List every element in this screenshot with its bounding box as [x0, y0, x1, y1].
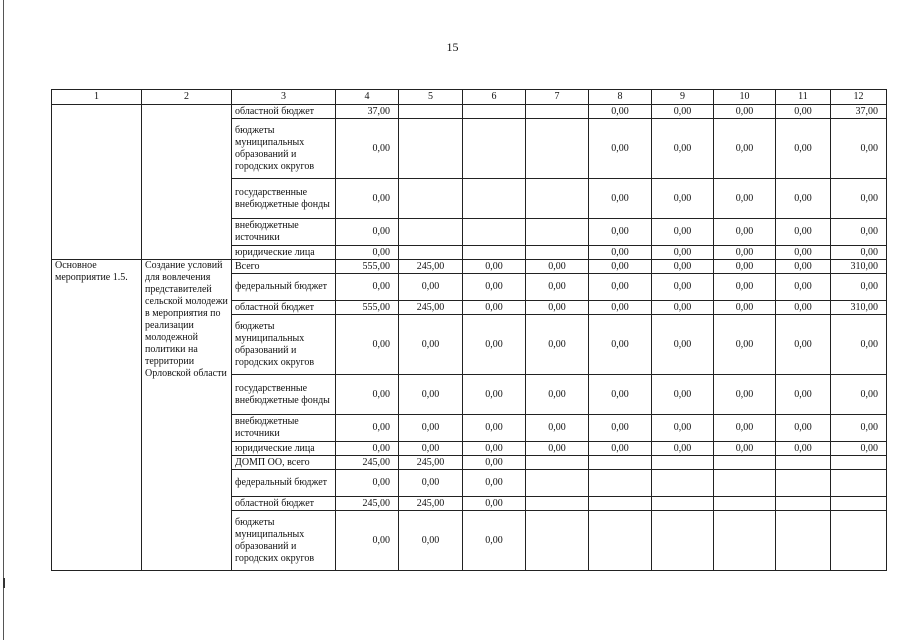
value-cell: 0,00: [463, 315, 526, 375]
value-cell: 0,00: [776, 375, 831, 415]
value-cell: 0,00: [336, 511, 399, 571]
value-cell: 0,00: [714, 260, 776, 274]
value-cell: 0,00: [831, 179, 887, 219]
value-cell: 0,00: [776, 260, 831, 274]
value-cell: 0,00: [463, 301, 526, 315]
value-cell: [589, 456, 652, 470]
value-cell: 0,00: [589, 301, 652, 315]
value-cell: 0,00: [526, 301, 589, 315]
value-cell: 0,00: [589, 260, 652, 274]
value-cell: 0,00: [652, 315, 714, 375]
value-cell: [714, 456, 776, 470]
value-cell: 245,00: [399, 260, 463, 274]
value-cell: [776, 456, 831, 470]
value-cell: 0,00: [652, 375, 714, 415]
value-cell: [776, 511, 831, 571]
funding-source-cell: внебюджетные источники: [232, 415, 336, 442]
value-cell: 0,00: [399, 375, 463, 415]
value-cell: [526, 105, 589, 119]
value-cell: 0,00: [776, 415, 831, 442]
value-cell: 0,00: [526, 415, 589, 442]
value-cell: 0,00: [652, 246, 714, 260]
value-cell: 0,00: [589, 415, 652, 442]
value-cell: [652, 470, 714, 497]
value-cell: 0,00: [714, 179, 776, 219]
header-cell: 2: [142, 90, 232, 105]
value-cell: 0,00: [776, 315, 831, 375]
value-cell: [776, 470, 831, 497]
header-cell: 12: [831, 90, 887, 105]
value-cell: 310,00: [831, 301, 887, 315]
value-cell: 245,00: [399, 456, 463, 470]
value-cell: [526, 119, 589, 179]
value-cell: 0,00: [589, 119, 652, 179]
header-cell: 1: [52, 90, 142, 105]
value-cell: 0,00: [831, 315, 887, 375]
value-cell: 0,00: [463, 442, 526, 456]
value-cell: 245,00: [336, 497, 399, 511]
value-cell: 0,00: [652, 219, 714, 246]
description-cell: [142, 105, 232, 260]
table-row: [52, 105, 887, 119]
value-cell: [399, 246, 463, 260]
value-cell: 245,00: [336, 456, 399, 470]
value-cell: 0,00: [652, 301, 714, 315]
header-cell: 4: [336, 90, 399, 105]
funding-source-cell: областной бюджет: [232, 497, 336, 511]
value-cell: [399, 119, 463, 179]
value-cell: [463, 246, 526, 260]
table-row: [52, 260, 887, 274]
page-number: 15: [446, 40, 459, 54]
value-cell: 0,00: [526, 442, 589, 456]
header-cell: 10: [714, 90, 776, 105]
left-margin-line: [3, 0, 4, 640]
value-cell: [526, 470, 589, 497]
value-cell: 37,00: [831, 105, 887, 119]
funding-source-cell: бюджеты муниципальных образований и городских округов: [232, 119, 336, 179]
value-cell: 0,00: [336, 375, 399, 415]
value-cell: 0,00: [831, 415, 887, 442]
header-cell: 7: [526, 90, 589, 105]
value-cell: 0,00: [831, 375, 887, 415]
funding-source-cell: федеральный бюджет: [232, 274, 336, 301]
value-cell: 0,00: [463, 274, 526, 301]
value-cell: [399, 179, 463, 219]
value-cell: 0,00: [463, 415, 526, 442]
value-cell: 0,00: [399, 442, 463, 456]
value-cell: 310,00: [831, 260, 887, 274]
value-cell: [463, 119, 526, 179]
funding-source-cell: областной бюджет: [232, 301, 336, 315]
value-cell: [399, 219, 463, 246]
value-cell: 0,00: [463, 456, 526, 470]
value-cell: [526, 179, 589, 219]
value-cell: 0,00: [589, 219, 652, 246]
value-cell: 0,00: [714, 219, 776, 246]
funding-source-cell: государственные внебюджетные фонды: [232, 179, 336, 219]
value-cell: [463, 179, 526, 219]
value-cell: 0,00: [336, 274, 399, 301]
activity-description-cell: Создание условий для вовлечения представителей сельской молодежи в мероприятия по реализации молодежной политики на территории Орловской области: [142, 260, 232, 571]
value-cell: 0,00: [526, 315, 589, 375]
value-cell: [526, 511, 589, 571]
value-cell: 0,00: [589, 105, 652, 119]
funding-source-cell: юридические лица: [232, 442, 336, 456]
value-cell: 0,00: [776, 301, 831, 315]
value-cell: 0,00: [714, 315, 776, 375]
header-cell: 6: [463, 90, 526, 105]
value-cell: 0,00: [463, 260, 526, 274]
value-cell: 0,00: [714, 105, 776, 119]
funding-source-cell: внебюджетные источники: [232, 219, 336, 246]
value-cell: [463, 219, 526, 246]
value-cell: 0,00: [714, 119, 776, 179]
value-cell: 0,00: [776, 179, 831, 219]
value-cell: [589, 511, 652, 571]
value-cell: 0,00: [526, 375, 589, 415]
value-cell: [589, 497, 652, 511]
value-cell: 0,00: [399, 315, 463, 375]
value-cell: 0,00: [399, 470, 463, 497]
value-cell: 0,00: [776, 246, 831, 260]
value-cell: [526, 246, 589, 260]
header-cell: 3: [232, 90, 336, 105]
value-cell: 0,00: [336, 415, 399, 442]
value-cell: 0,00: [652, 274, 714, 301]
value-cell: 0,00: [589, 375, 652, 415]
value-cell: 0,00: [589, 274, 652, 301]
value-cell: 555,00: [336, 301, 399, 315]
funding-source-cell: областной бюджет: [232, 105, 336, 119]
header-row: [52, 90, 887, 105]
value-cell: 37,00: [336, 105, 399, 119]
value-cell: 0,00: [589, 442, 652, 456]
activity-cell: [52, 105, 142, 260]
funding-source-cell: бюджеты муниципальных образований и городских округов: [232, 511, 336, 571]
value-cell: 0,00: [776, 442, 831, 456]
value-cell: 0,00: [336, 219, 399, 246]
value-cell: 0,00: [399, 511, 463, 571]
value-cell: 0,00: [776, 119, 831, 179]
value-cell: 0,00: [526, 260, 589, 274]
header-cell: 8: [589, 90, 652, 105]
value-cell: 0,00: [463, 497, 526, 511]
value-cell: 0,00: [336, 119, 399, 179]
funding-source-cell: федеральный бюджет: [232, 470, 336, 497]
value-cell: 0,00: [652, 105, 714, 119]
budget-table: [51, 89, 887, 571]
value-cell: [714, 497, 776, 511]
value-cell: 0,00: [831, 219, 887, 246]
value-cell: 245,00: [399, 301, 463, 315]
value-cell: 0,00: [714, 442, 776, 456]
value-cell: [526, 497, 589, 511]
header-cell: 9: [652, 90, 714, 105]
value-cell: [831, 497, 887, 511]
value-cell: 0,00: [589, 179, 652, 219]
left-margin-tick: [3, 578, 5, 588]
value-cell: [526, 219, 589, 246]
value-cell: 0,00: [776, 219, 831, 246]
value-cell: 0,00: [589, 315, 652, 375]
value-cell: 0,00: [336, 442, 399, 456]
value-cell: [831, 456, 887, 470]
value-cell: 0,00: [714, 274, 776, 301]
header-cell: 5: [399, 90, 463, 105]
funding-source-cell: государственные внебюджетные фонды: [232, 375, 336, 415]
value-cell: 0,00: [776, 274, 831, 301]
funding-source-cell: ДОМП ОО, всего: [232, 456, 336, 470]
value-cell: 0,00: [714, 246, 776, 260]
value-cell: [399, 105, 463, 119]
value-cell: 555,00: [336, 260, 399, 274]
value-cell: [652, 456, 714, 470]
value-cell: [463, 105, 526, 119]
value-cell: 0,00: [336, 179, 399, 219]
value-cell: 0,00: [589, 246, 652, 260]
value-cell: 245,00: [399, 497, 463, 511]
value-cell: 0,00: [652, 119, 714, 179]
value-cell: [776, 497, 831, 511]
value-cell: 0,00: [336, 470, 399, 497]
value-cell: 0,00: [831, 442, 887, 456]
value-cell: 0,00: [831, 274, 887, 301]
value-cell: 0,00: [714, 415, 776, 442]
value-cell: [526, 456, 589, 470]
value-cell: 0,00: [399, 274, 463, 301]
funding-source-cell: Всего: [232, 260, 336, 274]
value-cell: 0,00: [463, 375, 526, 415]
value-cell: 0,00: [463, 511, 526, 571]
value-cell: 0,00: [714, 375, 776, 415]
value-cell: [831, 470, 887, 497]
value-cell: 0,00: [399, 415, 463, 442]
value-cell: [589, 470, 652, 497]
value-cell: [652, 511, 714, 571]
value-cell: 0,00: [336, 315, 399, 375]
activity-name-cell: Основное мероприятие 1.5.: [52, 260, 142, 571]
value-cell: 0,00: [831, 119, 887, 179]
value-cell: 0,00: [776, 105, 831, 119]
value-cell: [714, 511, 776, 571]
value-cell: 0,00: [463, 470, 526, 497]
funding-source-cell: юридические лица: [232, 246, 336, 260]
value-cell: 0,00: [526, 274, 589, 301]
value-cell: 0,00: [652, 442, 714, 456]
header-cell: 11: [776, 90, 831, 105]
value-cell: [831, 511, 887, 571]
value-cell: 0,00: [714, 301, 776, 315]
value-cell: 0,00: [336, 246, 399, 260]
value-cell: [652, 497, 714, 511]
funding-source-cell: бюджеты муниципальных образований и городских округов: [232, 315, 336, 375]
value-cell: 0,00: [652, 179, 714, 219]
value-cell: 0,00: [831, 246, 887, 260]
value-cell: 0,00: [652, 415, 714, 442]
value-cell: 0,00: [652, 260, 714, 274]
value-cell: [714, 470, 776, 497]
